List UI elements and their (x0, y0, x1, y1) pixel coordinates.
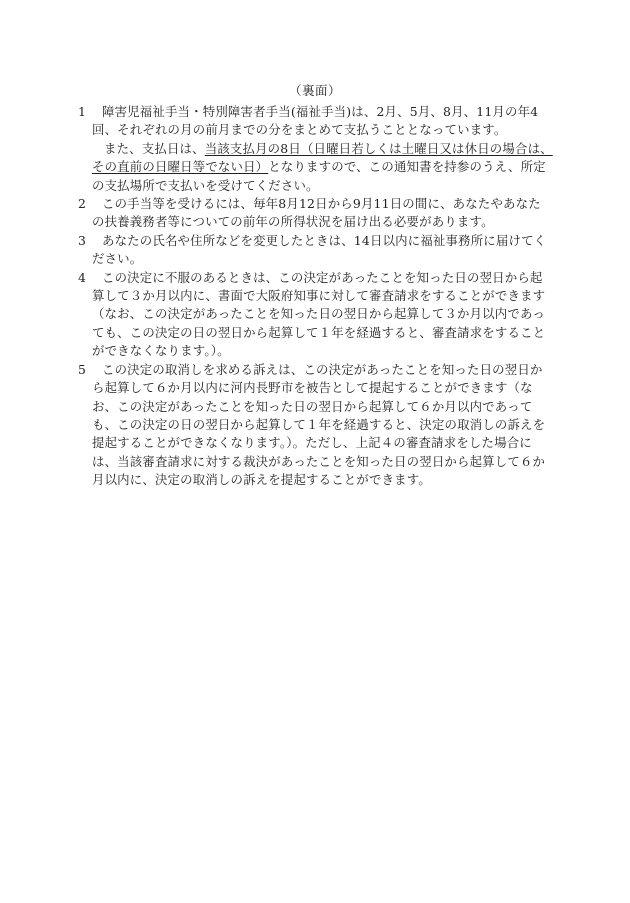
item-number: 5 (78, 361, 87, 377)
list-item (78, 361, 553, 490)
item-number: 2 (78, 196, 87, 212)
list-item (78, 103, 553, 195)
item-paragraph: この決定の取消しを求める訴えは、この決定があったことを知った日の翌日から起算して６か月以内に河内長野市を被告として提起することができます（なお、この決定があったことを知った日の翌日から起算して６か月以内であっても、この決定の日の翌日から起算して１年を経過すると、決定の取消しの訴えを提起することができなくなります。）。ただし、上記４の審査請求をした場合には、当該審査請求に対する裁決があったことを知った日の翌日から起算して６か月以内に、決定の取消しの訴えを提起することができます。 (92, 361, 546, 488)
item-body (92, 195, 553, 232)
item-paragraph: 障害児福祉手当・特別障害者手当(福祉手当)は、2月、5月、8月、11月の年4回、それぞれの月の前月までの分をまとめて支払うこととなっています。 (92, 104, 539, 138)
page-heading: （裏面） (288, 83, 341, 98)
item-paragraph-payment-date (92, 140, 553, 195)
item-number: 3 (78, 232, 87, 248)
notice-list (78, 103, 553, 490)
item-body (92, 361, 553, 490)
list-item (78, 195, 553, 232)
item-body (92, 269, 553, 361)
payment-date-rest: となりますので、この通知書を持参のうえ、所定の支払場所で支払いを受けてください。 (92, 159, 546, 193)
list-item (78, 269, 553, 361)
item-number: 4 (78, 269, 87, 285)
item-paragraph: この決定に不服のあるときは、この決定があったことを知った日の翌日から起算して３か月以内に、書面で大阪府知事に対して審査請求をすることができます（なお、この決定があったことを知った日の翌日から起算して３か月以内であっても、この決定の日の翌日から起算して１年を経過すると、審査請求をすることができなくなります。）。 (92, 269, 546, 359)
item-number: 1 (78, 104, 87, 119)
item-body (92, 232, 553, 269)
payment-date-intro: また、支払日は、 (104, 140, 205, 156)
item-body (92, 103, 553, 195)
payment-date-underlined: 当該支払月の8日（日曜日若しくは土曜日又は休日の場合は、その直前の日曜日等でない日） (92, 140, 553, 175)
list-item (78, 232, 553, 269)
item-paragraph: あなたの氏名や住所などを変更したときは、14日以内に福祉事務所に届けてください。 (92, 232, 547, 267)
item-paragraph: この手当等を受けるには、毎年8月12日から9月11日の間に、あなたやあなたの扶養義務者等についての前年の所得状況を届け出る必要があります。 (92, 196, 541, 230)
